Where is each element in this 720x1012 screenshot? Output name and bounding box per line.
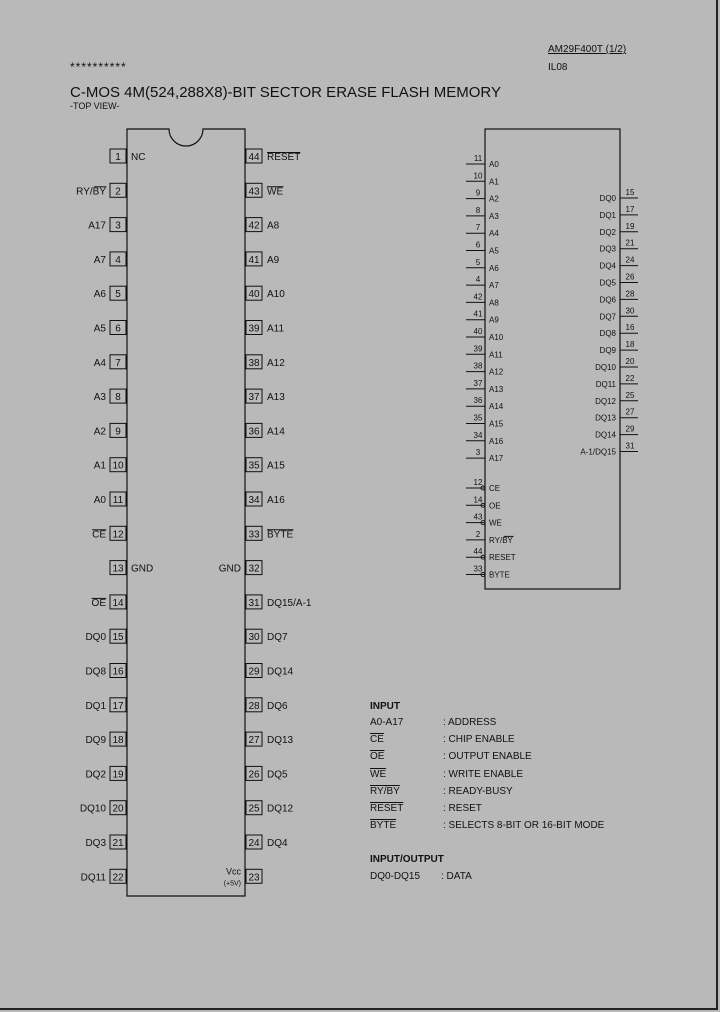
pin-label: A1 bbox=[93, 460, 106, 472]
pin-label: RY/BY bbox=[76, 186, 106, 198]
logic-pin-label: OE bbox=[489, 501, 501, 511]
pin-number: 38 bbox=[248, 357, 260, 369]
logic-pin-label: A14 bbox=[489, 402, 504, 412]
logic-pin-label: DQ6 bbox=[599, 295, 616, 305]
pin-label: A4 bbox=[93, 357, 106, 369]
logic-pin-number: 42 bbox=[473, 292, 483, 302]
view-subtitle: -TOP VIEW- bbox=[70, 101, 120, 111]
logic-pin-label: CE bbox=[489, 484, 501, 493]
logic-pin-number: 5 bbox=[475, 257, 481, 267]
logic-pin-label: WE bbox=[489, 518, 502, 528]
legend-description: : RESET bbox=[443, 803, 482, 814]
pin-label: DQ8 bbox=[85, 666, 106, 678]
pin-number: 37 bbox=[248, 392, 260, 404]
pin-label: A14 bbox=[267, 426, 285, 438]
pin-label: DQ6 bbox=[267, 700, 288, 712]
logic-pin-label: DQ3 bbox=[599, 244, 616, 254]
logic-pin-label: A4 bbox=[489, 229, 499, 239]
logic-pin-number: 9 bbox=[475, 188, 481, 198]
pin-label: GND bbox=[218, 563, 241, 575]
logic-pin-label: A12 bbox=[489, 367, 504, 377]
logic-pin-number: 33 bbox=[473, 564, 483, 574]
pin-number: 24 bbox=[248, 838, 260, 849]
logic-pin-number: 7 bbox=[475, 223, 481, 233]
pin-number: 29 bbox=[248, 666, 260, 678]
logic-pin-label: DQ0 bbox=[599, 194, 616, 203]
legend-description: : ADDRESS bbox=[443, 717, 497, 728]
logic-pin-number: 41 bbox=[473, 309, 483, 319]
logic-pin-number: 34 bbox=[473, 430, 483, 440]
logic-pin-label: DQ7 bbox=[599, 312, 616, 322]
logic-pin-number: 44 bbox=[473, 547, 483, 557]
logic-pin-label: A16 bbox=[489, 436, 504, 446]
pin-number: 22 bbox=[112, 872, 124, 884]
logic-pin-number: 25 bbox=[625, 390, 635, 400]
logic-pin-label: A9 bbox=[489, 315, 499, 325]
legend-io-heading: INPUT/OUTPUT bbox=[370, 854, 444, 865]
logic-pin-number: 30 bbox=[625, 306, 635, 316]
legend-signal: BYTE bbox=[370, 820, 397, 832]
pin-label: A6 bbox=[93, 289, 106, 301]
pin-label: OE bbox=[91, 597, 106, 609]
logic-pin-number: 27 bbox=[625, 407, 635, 417]
pin-label: A13 bbox=[267, 392, 285, 404]
pin-number: 25 bbox=[248, 803, 260, 815]
logic-pin-number: 10 bbox=[473, 171, 483, 181]
logic-pin-label: A2 bbox=[489, 194, 499, 204]
legend-description: : WRITE ENABLE bbox=[443, 768, 524, 780]
logic-pin-number: 24 bbox=[625, 255, 635, 265]
logic-pin-label: A8 bbox=[489, 298, 499, 308]
pin-number: 19 bbox=[112, 769, 124, 781]
logic-pin-number: 22 bbox=[625, 373, 635, 383]
pin-label: DQ11 bbox=[80, 872, 106, 884]
logic-pin-label: DQ4 bbox=[599, 261, 616, 271]
pin-sublabel: (+5V) bbox=[223, 880, 241, 888]
logic-pin-label: DQ14 bbox=[595, 430, 616, 440]
logic-pin-number: 11 bbox=[473, 154, 483, 163]
header-stars: ********** bbox=[70, 60, 127, 74]
pin-number: 36 bbox=[248, 426, 260, 438]
pin-number: 43 bbox=[248, 186, 260, 198]
legend-signal: RY/BY bbox=[370, 785, 400, 797]
legend-signal: DQ0-DQ15 bbox=[370, 871, 421, 882]
pin-number: 28 bbox=[248, 700, 260, 712]
pin-number: 40 bbox=[248, 289, 260, 301]
page-title: C-MOS 4M(524,288X8)-BIT SECTOR ERASE FLASH MEMORY bbox=[70, 84, 501, 101]
pin-label: CE bbox=[92, 529, 106, 541]
logic-pin-number: 35 bbox=[473, 413, 483, 423]
pin-number: 1 bbox=[115, 152, 121, 163]
logic-pin-number: 21 bbox=[625, 238, 635, 248]
legend-signal: $\overline{CE}$ bbox=[370, 734, 384, 746]
pin-number: 33 bbox=[248, 529, 260, 541]
pin-label: A10 bbox=[267, 289, 285, 301]
pin-label: A16 bbox=[267, 495, 285, 506]
logic-pin-label: BYTE bbox=[489, 570, 510, 580]
pin-number: 9 bbox=[115, 426, 121, 438]
pin-label: A8 bbox=[267, 220, 280, 232]
pin-label: DQ4 bbox=[267, 838, 288, 849]
pin-label: A12 bbox=[267, 357, 285, 369]
logic-pin-label: A-1/DQ15 bbox=[580, 447, 616, 457]
pin-label: A3 bbox=[93, 392, 106, 404]
logic-pin-number: 17 bbox=[625, 204, 635, 214]
pin-number: 7 bbox=[115, 357, 121, 369]
pin-number: 20 bbox=[112, 803, 124, 815]
pin-number: 27 bbox=[248, 735, 260, 747]
logic-pin-label: A1 bbox=[489, 177, 499, 187]
logic-pin-label: RESET bbox=[489, 553, 516, 563]
pin-number: 10 bbox=[112, 460, 124, 472]
pin-label: A15 bbox=[267, 460, 285, 472]
logic-pin-label: RY/BY bbox=[489, 535, 513, 545]
logic-pin-label: DQ2 bbox=[599, 227, 616, 237]
pin-number: 2 bbox=[115, 186, 121, 198]
pin-label: A0 bbox=[93, 495, 106, 506]
pin-number: 32 bbox=[248, 563, 260, 575]
logic-pin-label: A7 bbox=[489, 281, 499, 291]
pin-number: 15 bbox=[112, 632, 124, 644]
logic-pin-label: A15 bbox=[489, 419, 504, 429]
logic-pin-number: 16 bbox=[625, 323, 635, 333]
legend-signal: A0-A17 bbox=[370, 717, 404, 728]
pin-number: 13 bbox=[112, 563, 124, 575]
logic-pin-number: 4 bbox=[475, 275, 481, 285]
logic-pin-number: 38 bbox=[473, 361, 483, 371]
pin-label: NC bbox=[131, 152, 146, 163]
pin-label: A11 bbox=[267, 323, 285, 335]
pin-label: Vcc bbox=[225, 866, 241, 877]
pin-number: 6 bbox=[115, 323, 121, 335]
pin-number: 12 bbox=[112, 529, 124, 541]
logic-pin-label: A13 bbox=[489, 384, 504, 394]
logic-pin-label: A0 bbox=[489, 160, 499, 169]
pin-number: 42 bbox=[248, 220, 260, 232]
logic-pin-number: 20 bbox=[625, 357, 635, 366]
logic-pin-number: 37 bbox=[473, 378, 483, 388]
pin-number: 44 bbox=[248, 152, 260, 163]
logic-pin-label: DQ8 bbox=[599, 329, 616, 339]
logic-pin-number: 28 bbox=[625, 289, 635, 299]
pin-label: DQ2 bbox=[85, 769, 106, 781]
logic-pin-number: 3 bbox=[475, 448, 481, 458]
pin-number: 17 bbox=[112, 700, 124, 712]
logic-pin-number: 31 bbox=[625, 441, 635, 451]
pin-label: RESET bbox=[267, 152, 301, 163]
logic-pin-label: DQ11 bbox=[595, 379, 616, 389]
drawing-code: IL08 bbox=[548, 62, 568, 73]
pin-label: DQ9 bbox=[85, 735, 106, 747]
logic-pin-number: 6 bbox=[475, 240, 481, 250]
logic-pin-label: A10 bbox=[489, 333, 504, 342]
pin-label: DQ3 bbox=[85, 838, 106, 849]
legend-signal: $\overline{OE}$ bbox=[370, 751, 385, 763]
logic-pin-number: 39 bbox=[473, 344, 483, 354]
pin-label: DQ0 bbox=[85, 632, 106, 644]
pin-label: DQ15/A-1 bbox=[267, 597, 312, 609]
logic-pin-number: 15 bbox=[625, 188, 635, 197]
pin-number: 18 bbox=[112, 735, 124, 747]
pin-label: WE bbox=[267, 186, 284, 198]
logic-pin-label: DQ1 bbox=[599, 210, 616, 220]
pin-number: 16 bbox=[112, 666, 124, 678]
logic-pin-label: A6 bbox=[489, 263, 499, 273]
logic-pin-label: A3 bbox=[489, 211, 499, 221]
logic-pin-label: DQ9 bbox=[599, 346, 616, 356]
pin-number: 31 bbox=[248, 597, 260, 609]
logic-pin-number: 40 bbox=[473, 327, 483, 336]
logic-pin-label: DQ13 bbox=[595, 413, 616, 423]
logic-pin-label: A5 bbox=[489, 246, 499, 256]
pin-label: DQ1 bbox=[85, 700, 106, 712]
pin-label: BYTE bbox=[267, 529, 294, 541]
legend-signal: $\overline{WE}$ bbox=[370, 768, 387, 780]
logic-pin-number: 18 bbox=[625, 340, 635, 350]
pin-label: A7 bbox=[93, 254, 106, 266]
legend-input-heading: INPUT bbox=[370, 701, 400, 712]
pin-number: 14 bbox=[112, 597, 124, 609]
pin-label: A2 bbox=[93, 426, 106, 438]
pin-label: DQ7 bbox=[267, 632, 288, 644]
pin-number: 39 bbox=[248, 323, 260, 335]
legend-description: : DATA bbox=[441, 871, 472, 882]
legend-signal: RESET bbox=[370, 803, 404, 814]
logic-pin-label: DQ5 bbox=[599, 278, 616, 288]
pin-number: 21 bbox=[112, 838, 124, 849]
logic-pin-label: A17 bbox=[489, 454, 504, 464]
pin-number: 23 bbox=[248, 872, 260, 884]
pin-label: GND bbox=[131, 563, 154, 575]
pin-label: DQ14 bbox=[267, 666, 294, 678]
dip-package-outline bbox=[127, 129, 245, 896]
pin-label: A17 bbox=[88, 220, 106, 232]
logic-pin-label: A11 bbox=[489, 350, 503, 360]
pin-number: 3 bbox=[115, 220, 121, 232]
pin-label: DQ5 bbox=[267, 769, 288, 781]
logic-pin-label: DQ10 bbox=[595, 363, 616, 372]
logic-pin-number: 29 bbox=[625, 424, 635, 434]
legend-description: : CHIP ENABLE bbox=[443, 734, 515, 746]
logic-pin-number: 2 bbox=[475, 529, 481, 539]
logic-pin-number: 8 bbox=[475, 205, 481, 215]
legend-description: : READY-BUSY bbox=[443, 785, 513, 797]
logic-pin-number: 43 bbox=[473, 512, 483, 522]
pin-number: 30 bbox=[248, 632, 260, 644]
pin-number: 8 bbox=[115, 392, 121, 404]
pin-number: 5 bbox=[115, 289, 121, 301]
pin-label: A5 bbox=[93, 323, 106, 335]
pin-label: DQ10 bbox=[79, 803, 106, 815]
part-number: AM29F400T (1/2) bbox=[548, 44, 627, 55]
pin-number: 35 bbox=[248, 460, 260, 472]
pin-number: 4 bbox=[115, 254, 121, 266]
logic-pin-number: 19 bbox=[625, 221, 635, 231]
logic-pin-number: 26 bbox=[625, 272, 635, 282]
legend-description: : OUTPUT ENABLE bbox=[443, 751, 532, 763]
legend-description: : SELECTS 8-BIT OR 16-BIT MODE bbox=[443, 820, 605, 832]
logic-pin-label: DQ12 bbox=[595, 396, 616, 406]
pin-label: A9 bbox=[267, 254, 280, 266]
pin-number: 34 bbox=[248, 495, 260, 506]
pin-number: 11 bbox=[112, 495, 124, 506]
pin-number: 26 bbox=[248, 769, 260, 781]
pin-number: 41 bbox=[248, 254, 260, 266]
logic-pin-number: 14 bbox=[473, 495, 483, 505]
pin-label: DQ12 bbox=[267, 803, 294, 815]
pin-label: DQ13 bbox=[267, 735, 294, 747]
logic-pin-number: 36 bbox=[473, 396, 483, 406]
logic-pin-number: 12 bbox=[473, 478, 483, 487]
